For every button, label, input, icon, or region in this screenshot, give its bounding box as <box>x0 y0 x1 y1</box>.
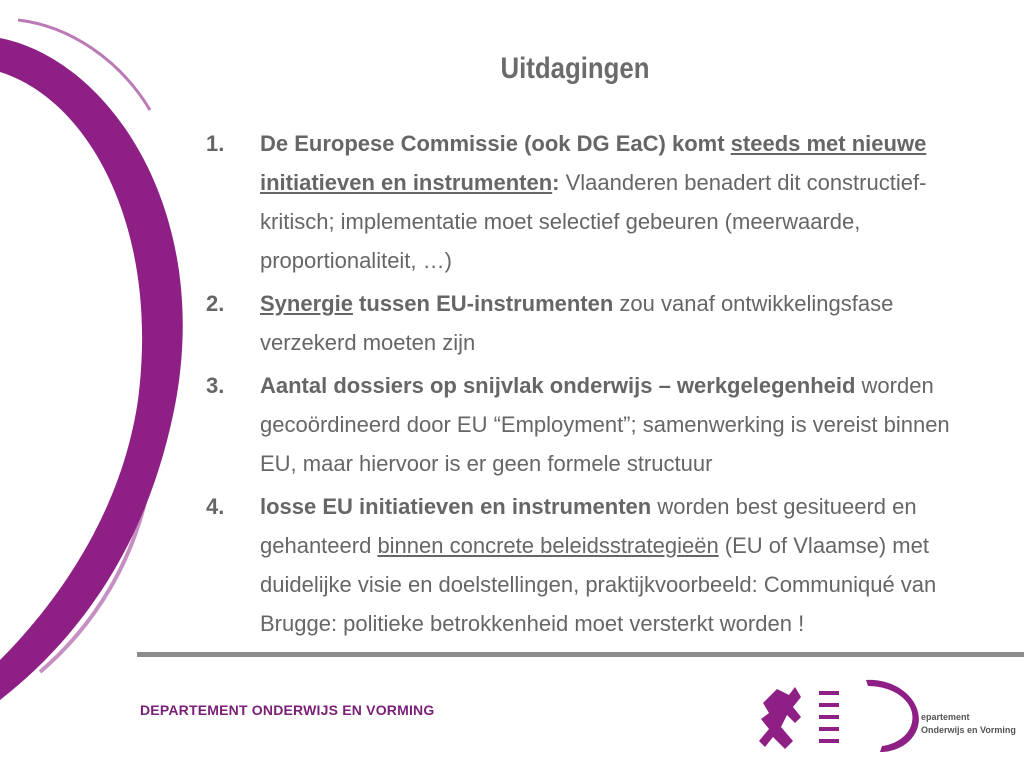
list-item <box>206 284 986 362</box>
item-number: 3. <box>206 373 225 398</box>
item-text-segment: worden gecoördineerd door EU “Employment”; samenwerking is vereist binnen EU, maar hiervoor is er geen formele structuur <box>260 373 950 476</box>
list-item <box>206 124 986 280</box>
item-text-segment: Aantal dossiers op snijvlak onderwijs – werkgelegenheid <box>260 373 856 398</box>
item-text-segment: Vlaanderen benadert dit constructief-kritisch; implementatie moet selectief gebeuren (meerwaarde, proportionaliteit, …) <box>260 170 927 273</box>
item-text-segment: worden best gesitueerd en gehanteerd <box>260 494 917 558</box>
list-item <box>206 366 986 483</box>
item-text-segment: tussen EU-instrumenten <box>352 291 614 316</box>
challenge-list <box>206 124 986 647</box>
logo-text-line-1: epartement <box>921 712 970 722</box>
item-text-segment: : <box>552 170 566 195</box>
item-text <box>260 366 986 483</box>
department-name: DEPARTEMENT ONDERWIJS EN VORMING <box>140 702 435 718</box>
item-text <box>260 284 986 362</box>
item-text <box>260 124 986 280</box>
footer-divider <box>137 652 1024 657</box>
page-title: Uitdagingen <box>500 52 650 85</box>
item-text-segment: steeds met nieuwe initiatieven en instrumenten <box>260 131 927 195</box>
item-text-segment: zou vanaf ontwikkelingsfase verzekerd moeten zijn <box>260 291 894 355</box>
item-text <box>260 487 986 643</box>
item-text-segment: (EU of Vlaamse) met duidelijke visie en doelstellingen, praktijkvoorbeeld: Communiqué van Brugge: politieke betrokkenheid moet versterkt worden ! <box>260 533 937 636</box>
item-number: 4. <box>206 494 225 519</box>
list-item <box>206 487 986 643</box>
item-text-segment: Synergie <box>260 291 353 316</box>
logo-text-line-2: Onderwijs en Vorming <box>921 725 1016 735</box>
purple-swoosh-decoration <box>0 0 200 700</box>
item-text-segment: binnen concrete beleidsstrategieën <box>377 533 719 558</box>
flemish-lion-logo <box>755 683 845 755</box>
item-number: 1. <box>206 131 225 156</box>
item-text-segment: losse EU initiatieven en instrumenten <box>260 494 652 519</box>
item-number: 2. <box>206 291 225 316</box>
item-text-segment: De Europese Commissie (ook DG EaC) komt <box>260 131 731 156</box>
